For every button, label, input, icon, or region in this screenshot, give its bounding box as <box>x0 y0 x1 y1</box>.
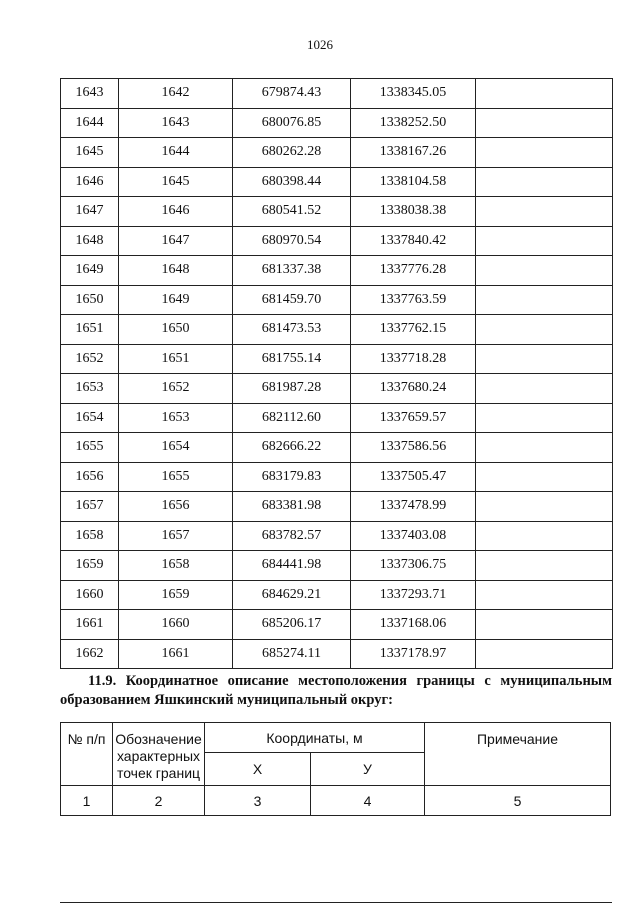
note-cell <box>476 226 613 256</box>
previous-point-cell: 1652 <box>119 374 233 404</box>
index-cell: 3 <box>205 786 311 816</box>
y-coordinate-cell: 1337680.24 <box>351 374 476 404</box>
y-coordinate-cell: 1338252.50 <box>351 108 476 138</box>
y-coordinate-cell: 1337505.47 <box>351 462 476 492</box>
x-coordinate-cell: 681987.28 <box>233 374 351 404</box>
table-row <box>61 167 613 197</box>
point-number-cell: 1647 <box>61 197 119 227</box>
header-coordinates: Координаты, м <box>205 723 425 753</box>
coordinates-table <box>60 78 613 669</box>
y-coordinate-cell: 1337763.59 <box>351 285 476 315</box>
note-cell <box>476 197 613 227</box>
x-coordinate-cell: 680541.52 <box>233 197 351 227</box>
note-cell <box>476 138 613 168</box>
previous-point-cell: 1661 <box>119 639 233 669</box>
note-cell <box>476 521 613 551</box>
table-row <box>61 315 613 345</box>
previous-point-cell: 1660 <box>119 610 233 640</box>
section-heading <box>60 672 612 710</box>
table-row <box>61 374 613 404</box>
x-coordinate-cell: 680398.44 <box>233 167 351 197</box>
x-coordinate-cell: 680970.54 <box>233 226 351 256</box>
table-row <box>61 226 613 256</box>
note-cell <box>476 492 613 522</box>
point-number-cell: 1654 <box>61 403 119 433</box>
header-designation: Обозначение характерных точек границ <box>113 723 205 786</box>
note-cell <box>476 256 613 286</box>
section-heading-line-1: 11.9. Координатное описание местоположения границы с муниципальным <box>88 673 612 689</box>
header-x: Х <box>205 753 311 786</box>
table-row <box>61 580 613 610</box>
header-num: № п/п <box>61 723 113 786</box>
index-cell: 4 <box>311 786 425 816</box>
table-row <box>61 79 613 109</box>
table-row <box>61 492 613 522</box>
index-cell: 1 <box>61 786 113 816</box>
y-coordinate-cell: 1337478.99 <box>351 492 476 522</box>
point-number-cell: 1652 <box>61 344 119 374</box>
note-cell <box>476 344 613 374</box>
point-number-cell: 1650 <box>61 285 119 315</box>
table-row <box>61 610 613 640</box>
x-coordinate-cell: 681337.38 <box>233 256 351 286</box>
x-coordinate-cell: 682112.60 <box>233 403 351 433</box>
table-row <box>61 403 613 433</box>
bottom-rule <box>60 902 612 903</box>
x-coordinate-cell: 685274.11 <box>233 639 351 669</box>
point-number-cell: 1649 <box>61 256 119 286</box>
previous-point-cell: 1658 <box>119 551 233 581</box>
previous-point-cell: 1655 <box>119 462 233 492</box>
table-row <box>61 462 613 492</box>
y-coordinate-cell: 1337306.75 <box>351 551 476 581</box>
note-cell <box>476 610 613 640</box>
y-coordinate-cell: 1338167.26 <box>351 138 476 168</box>
y-coordinate-cell: 1338345.05 <box>351 79 476 109</box>
point-number-cell: 1661 <box>61 610 119 640</box>
note-cell <box>476 639 613 669</box>
note-cell <box>476 167 613 197</box>
y-coordinate-cell: 1337659.57 <box>351 403 476 433</box>
table-row <box>61 138 613 168</box>
point-number-cell: 1653 <box>61 374 119 404</box>
note-cell <box>476 315 613 345</box>
page-number: 1026 <box>307 37 333 52</box>
table-row <box>61 197 613 227</box>
y-coordinate-cell: 1337762.15 <box>351 315 476 345</box>
x-coordinate-cell: 679874.43 <box>233 79 351 109</box>
previous-point-cell: 1651 <box>119 344 233 374</box>
previous-point-cell: 1656 <box>119 492 233 522</box>
table-row <box>61 285 613 315</box>
point-number-cell: 1656 <box>61 462 119 492</box>
point-number-cell: 1659 <box>61 551 119 581</box>
previous-point-cell: 1653 <box>119 403 233 433</box>
y-coordinate-cell: 1337293.71 <box>351 580 476 610</box>
note-cell <box>476 285 613 315</box>
y-coordinate-cell: 1338104.58 <box>351 167 476 197</box>
note-cell <box>476 462 613 492</box>
index-cell: 2 <box>113 786 205 816</box>
table-row <box>61 551 613 581</box>
x-coordinate-cell: 680076.85 <box>233 108 351 138</box>
note-cell <box>476 108 613 138</box>
note-cell <box>476 79 613 109</box>
y-coordinate-cell: 1337586.56 <box>351 433 476 463</box>
header-y: У <box>311 753 425 786</box>
y-coordinate-cell: 1337718.28 <box>351 344 476 374</box>
table-row <box>61 344 613 374</box>
previous-point-cell: 1645 <box>119 167 233 197</box>
section-heading-line-2: образованием Яшкинский муниципальный округ: <box>60 692 393 708</box>
table-row <box>61 639 613 669</box>
x-coordinate-cell: 681459.70 <box>233 285 351 315</box>
coordinates-table-body <box>61 79 613 669</box>
x-coordinate-cell: 681473.53 <box>233 315 351 345</box>
y-coordinate-cell: 1337178.97 <box>351 639 476 669</box>
table-row <box>61 433 613 463</box>
previous-point-cell: 1659 <box>119 580 233 610</box>
previous-point-cell: 1654 <box>119 433 233 463</box>
table-row <box>61 108 613 138</box>
note-cell <box>476 551 613 581</box>
note-cell <box>476 433 613 463</box>
note-cell <box>476 374 613 404</box>
boundary-header-table <box>60 722 611 816</box>
x-coordinate-cell: 683782.57 <box>233 521 351 551</box>
point-number-cell: 1648 <box>61 226 119 256</box>
note-cell <box>476 403 613 433</box>
header-note: Примечание <box>425 723 611 786</box>
x-coordinate-cell: 684629.21 <box>233 580 351 610</box>
point-number-cell: 1658 <box>61 521 119 551</box>
previous-point-cell: 1650 <box>119 315 233 345</box>
point-number-cell: 1646 <box>61 167 119 197</box>
x-coordinate-cell: 684441.98 <box>233 551 351 581</box>
point-number-cell: 1644 <box>61 108 119 138</box>
point-number-cell: 1662 <box>61 639 119 669</box>
x-coordinate-cell: 682666.22 <box>233 433 351 463</box>
table-row <box>61 256 613 286</box>
point-number-cell: 1643 <box>61 79 119 109</box>
table-row <box>61 521 613 551</box>
previous-point-cell: 1644 <box>119 138 233 168</box>
point-number-cell: 1657 <box>61 492 119 522</box>
index-cell: 5 <box>425 786 611 816</box>
previous-point-cell: 1657 <box>119 521 233 551</box>
y-coordinate-cell: 1337776.28 <box>351 256 476 286</box>
y-coordinate-cell: 1337840.42 <box>351 226 476 256</box>
previous-point-cell: 1649 <box>119 285 233 315</box>
x-coordinate-cell: 683179.83 <box>233 462 351 492</box>
previous-point-cell: 1642 <box>119 79 233 109</box>
y-coordinate-cell: 1338038.38 <box>351 197 476 227</box>
point-number-cell: 1645 <box>61 138 119 168</box>
previous-point-cell: 1648 <box>119 256 233 286</box>
point-number-cell: 1655 <box>61 433 119 463</box>
x-coordinate-cell: 685206.17 <box>233 610 351 640</box>
x-coordinate-cell: 681755.14 <box>233 344 351 374</box>
x-coordinate-cell: 680262.28 <box>233 138 351 168</box>
previous-point-cell: 1643 <box>119 108 233 138</box>
y-coordinate-cell: 1337168.06 <box>351 610 476 640</box>
previous-point-cell: 1647 <box>119 226 233 256</box>
note-cell <box>476 580 613 610</box>
point-number-cell: 1651 <box>61 315 119 345</box>
point-number-cell: 1660 <box>61 580 119 610</box>
x-coordinate-cell: 683381.98 <box>233 492 351 522</box>
previous-point-cell: 1646 <box>119 197 233 227</box>
y-coordinate-cell: 1337403.08 <box>351 521 476 551</box>
